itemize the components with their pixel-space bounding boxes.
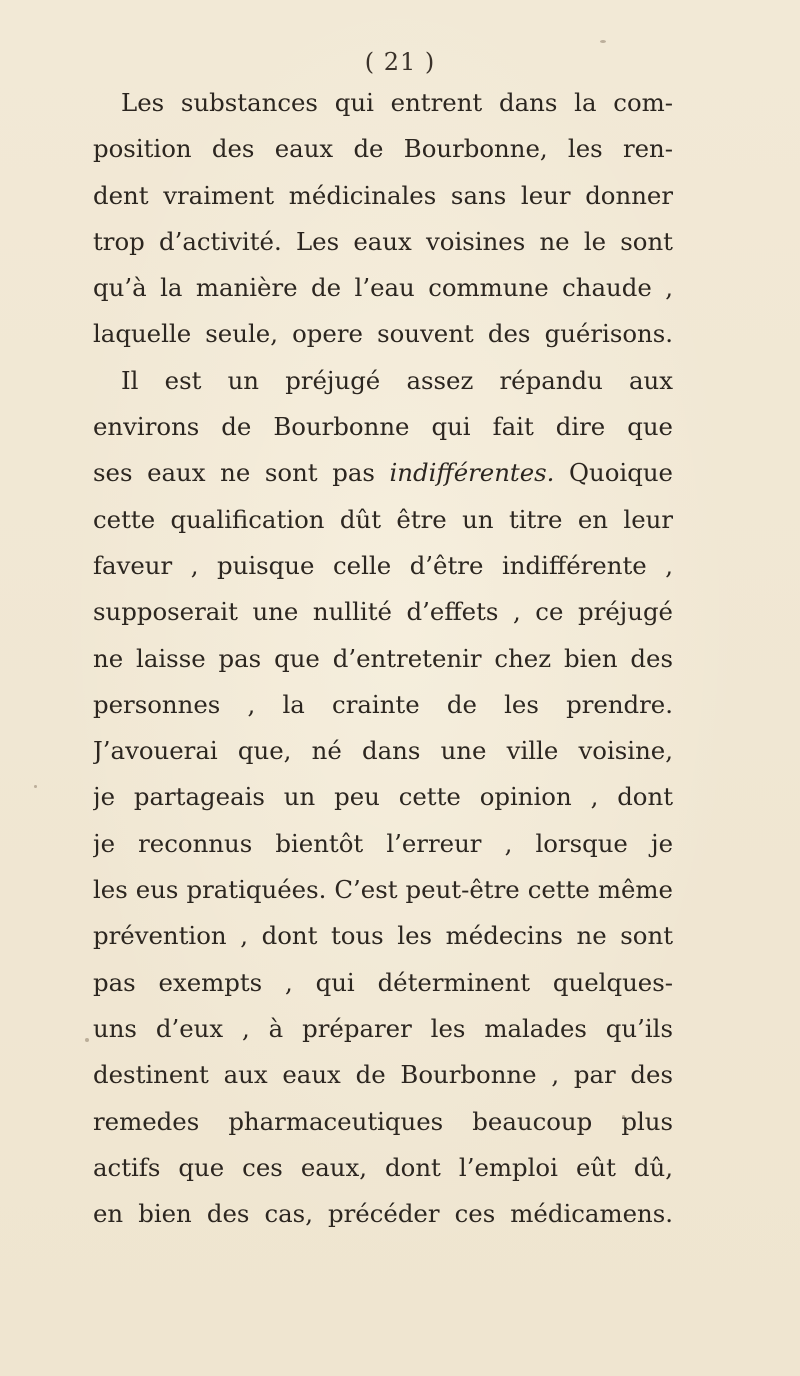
text-line-with-italic (93, 450, 673, 496)
text-line: cette qualification dût être un titre en leur (93, 504, 673, 534)
paragraph (93, 80, 673, 358)
text-line: laquelle seule, opere souvent des guérisons. (93, 319, 673, 349)
body-text (93, 80, 673, 1237)
text-line: pas exempts , qui déterminent quelques- (93, 967, 673, 997)
text-line: ne laisse pas que d’entretenir chez bien des (93, 643, 673, 673)
text-line: qu’à la manière de l’eau commune chaude , (93, 273, 673, 303)
paper-speck (600, 40, 606, 43)
text-line: dent vraiment médicinales sans leur donner (93, 180, 673, 210)
text-fragment: ses eaux ne sont pas (93, 458, 390, 488)
paragraph (93, 358, 673, 1238)
page-number: ( 21 ) (364, 48, 436, 76)
text-line: J’avouerai que, né dans une ville voisine, (93, 736, 673, 766)
text-line: faveur , puisque celle d’être indifférente , (93, 550, 673, 580)
text-line: je reconnus bientôt l’erreur , lorsque je (93, 828, 673, 858)
text-line: trop d’activité. Les eaux voisines ne le sont (93, 226, 673, 256)
paper-speck (34, 785, 37, 788)
text-line: uns d’eux , à préparer les malades qu’ils (93, 1013, 673, 1043)
paper-speck (85, 1038, 89, 1042)
text-line: supposerait une nullité d’effets , ce préjugé (93, 597, 673, 627)
text-line: Les substances qui entrent dans la com- (121, 88, 673, 117)
text-line: je partageais un peu cette opinion , dont (93, 782, 673, 812)
text-line: en bien des cas, précéder ces médicamens. (93, 1199, 673, 1229)
text-line: prévention , dont tous les médecins ne sont (93, 921, 673, 951)
italic-word: indifférentes. (389, 458, 555, 488)
text-line: personnes , la crainte de les prendre. (93, 689, 673, 719)
text-fragment: Quoique (554, 458, 673, 488)
text-line: environs de Bourbonne qui fait dire que (93, 412, 673, 442)
paper-speck (622, 1115, 625, 1118)
text-line: Il est un préjugé assez répandu aux (121, 365, 673, 395)
text-line: les eus pratiquées. C’est peut-être cette même (93, 875, 673, 905)
text-line: actifs que ces eaux, dont l’emploi eût dû, (93, 1152, 673, 1182)
text-line: destinent aux eaux de Bourbonne , par des (93, 1060, 673, 1090)
text-line: position des eaux de Bourbonne, les ren- (93, 134, 673, 164)
text-line: remedes pharmaceutiques beaucoup plus (93, 1106, 673, 1136)
